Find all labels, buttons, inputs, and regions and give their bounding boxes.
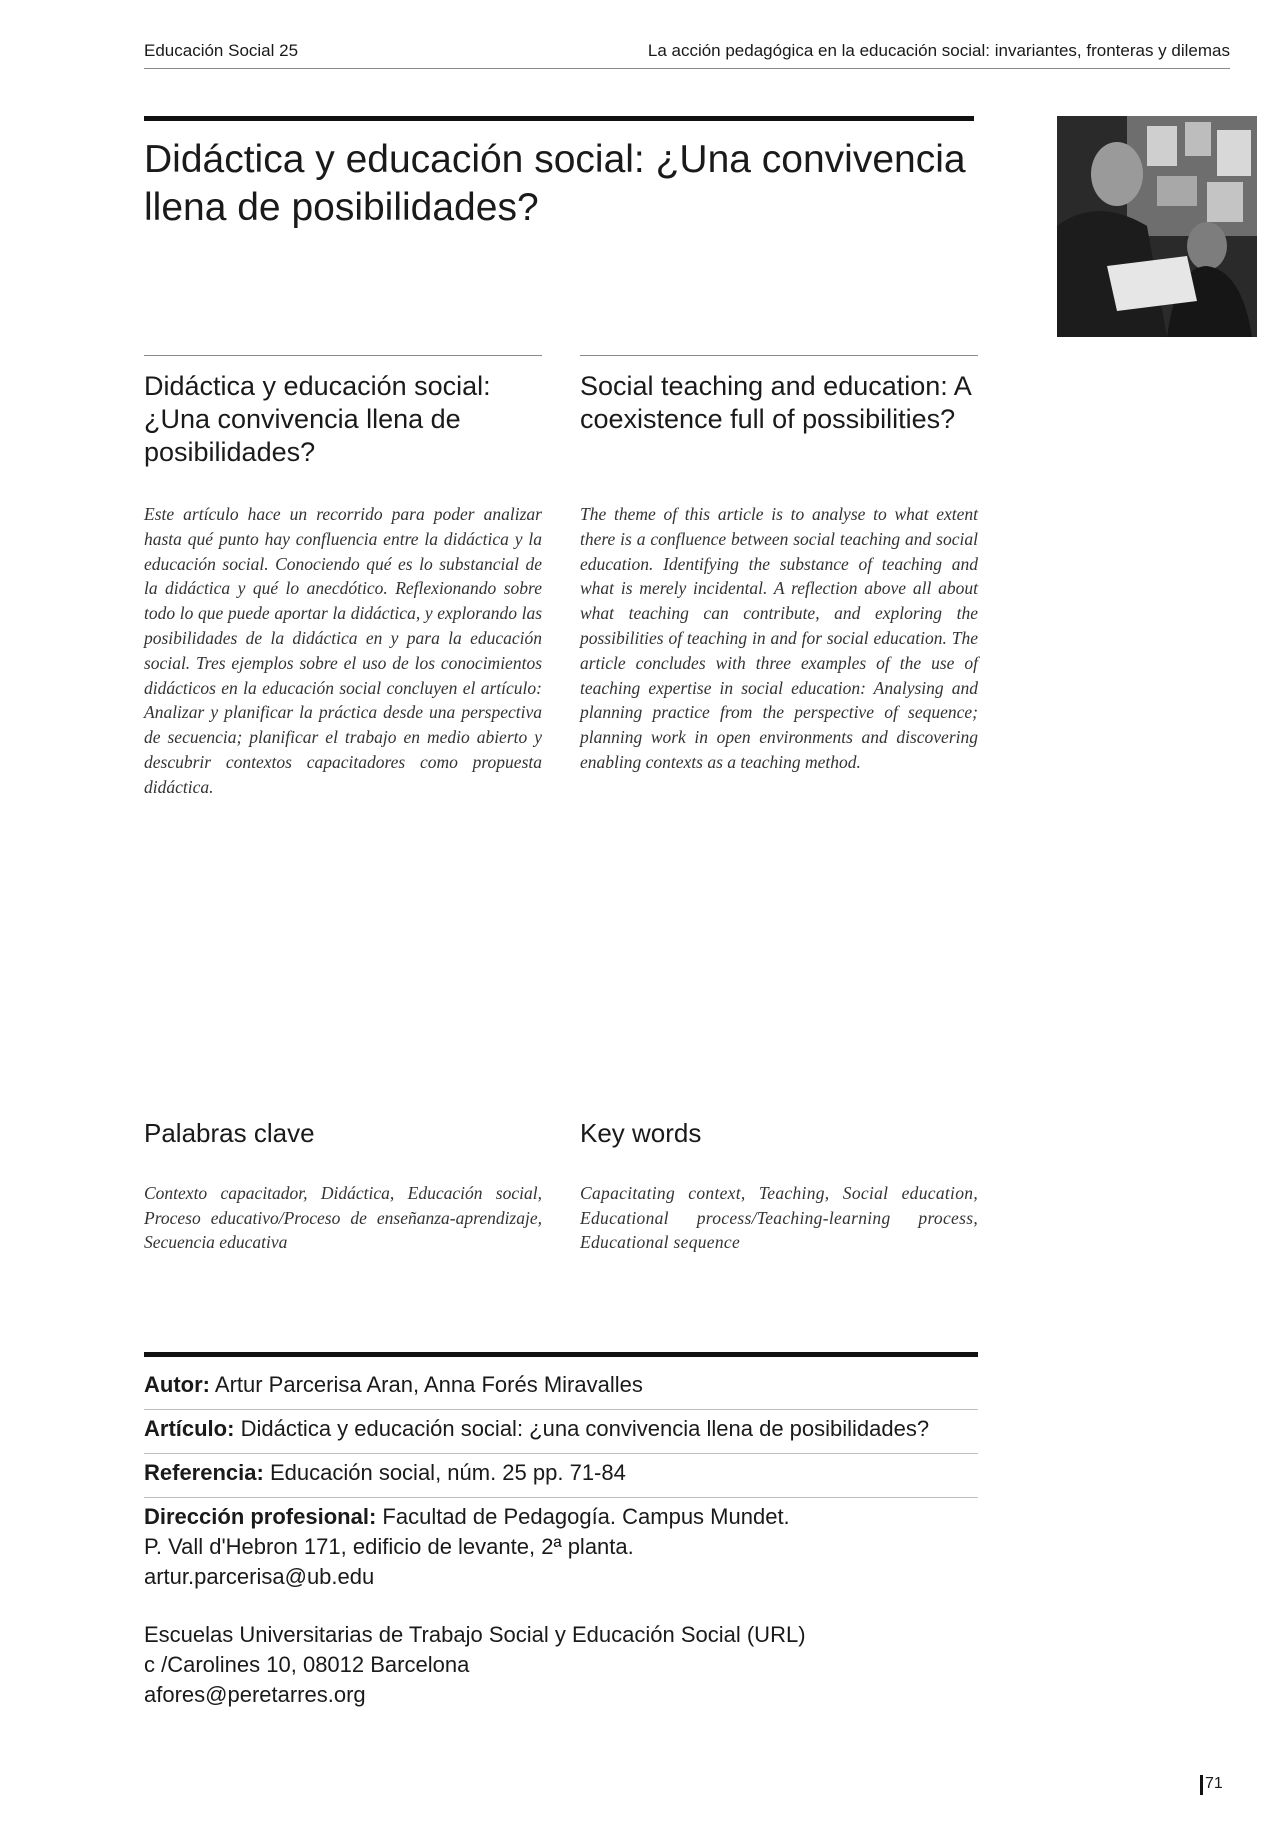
meta-email-1: artur.parcerisa@ub.edu — [144, 1564, 375, 1589]
meta-email-2: afores@peretarres.org — [144, 1682, 366, 1707]
meta-reference-value: Educación social, núm. 25 pp. 71-84 — [269, 1460, 626, 1485]
meta-divider — [144, 1453, 978, 1454]
meta-article-label: Artículo: — [144, 1416, 235, 1441]
meta-author — [144, 1370, 978, 1400]
english-subtitle: Social teaching and education: A coexistence full of possibilities? — [580, 371, 971, 434]
spanish-subtitle: Didáctica y educación social: ¿Una convivencia llena de posibilidades? — [144, 371, 491, 467]
meta-address-label: Dirección profesional: — [144, 1504, 377, 1529]
meta-reference-label: Referencia: — [144, 1460, 264, 1485]
meta-reference — [144, 1458, 978, 1488]
english-keywords-heading: Key words — [580, 1118, 702, 1148]
meta-article-value: Didáctica y educación social: ¿una convivencia llena de posibilidades? — [240, 1416, 930, 1441]
header-divider — [144, 68, 1230, 69]
article-title: Didáctica y educación social: ¿Una convivencia llena de posibilidades? — [144, 138, 966, 229]
meta-divider — [144, 1409, 978, 1410]
meta-address2-line2: c /Carolines 10, 08012 Barcelona — [144, 1652, 470, 1677]
meta-address-line1: Facultad de Pedagogía. Campus Mundet. — [382, 1504, 790, 1529]
running-header-journal: Educación Social 25 — [144, 41, 299, 60]
meta-address — [144, 1502, 978, 1710]
spanish-abstract: Este artículo hace un recorrido para poder analizar hasta qué punto hay confluencia entre la didáctica y la educación social. Conociendo qué es lo substancial de la didáctica y qué lo anecdótico. Reflexionando sobre todo lo que puede aportar la didáctica, y explorando las posibilidades de la didáctica en y para la educación social. Tres ejemplos sobre el uso de los conocimientos didácticos en la educación social concluyen el artículo: Analizar y planificar la práctica desde una perspectiva de secuencia; planificar el trabajo en medio abierto y descubrir contextos capacitadores como propuesta didáctica. — [144, 504, 542, 797]
meta-author-label: Autor: — [144, 1372, 210, 1397]
meta-author-value: Artur Parcerisa Aran, Anna Forés Miravalles — [214, 1372, 643, 1397]
english-column-rule — [580, 355, 978, 356]
english-abstract: The theme of this article is to analyse to what extent there is a confluence between social teaching and social education. Identifying the substance of teaching and what is merely incidental. A reflection above all about what teaching can contribute, and exploring the possibilities of teaching in and for social education. The article concludes with three examples of the use of teaching expertise in social education: Analysing and planning practice from the perspective of sequence; planning work in open environments and discovering enabling contexts as a teaching method. — [580, 504, 978, 772]
author-photo — [1057, 116, 1257, 337]
spanish-keywords-heading: Palabras clave — [144, 1118, 315, 1148]
page-number-bar — [1200, 1775, 1203, 1795]
spanish-column-rule — [144, 355, 542, 356]
meta-address-line2: P. Vall d'Hebron 171, edificio de levante, 2ª planta. — [144, 1534, 634, 1559]
meta-article — [144, 1414, 978, 1444]
spanish-keywords: Contexto capacitador, Didáctica, Educación social, Proceso educativo/Proceso de enseñanza-aprendizaje, Secuencia educativa — [144, 1183, 542, 1252]
meta-address2-line1: Escuelas Universitarias de Trabajo Social y Educación Social (URL) — [144, 1622, 806, 1647]
english-keywords: Capacitating context, Teaching, Social education, Educational process/Teaching-learning process, Educational sequence — [580, 1183, 978, 1252]
running-header-section: La acción pedagógica en la educación social: invariantes, fronteras y dilemas — [647, 41, 1230, 60]
meta-divider — [144, 1497, 978, 1498]
page-number: 71 — [1205, 1775, 1223, 1792]
title-rule — [144, 116, 974, 121]
metadata-rule — [144, 1352, 978, 1357]
